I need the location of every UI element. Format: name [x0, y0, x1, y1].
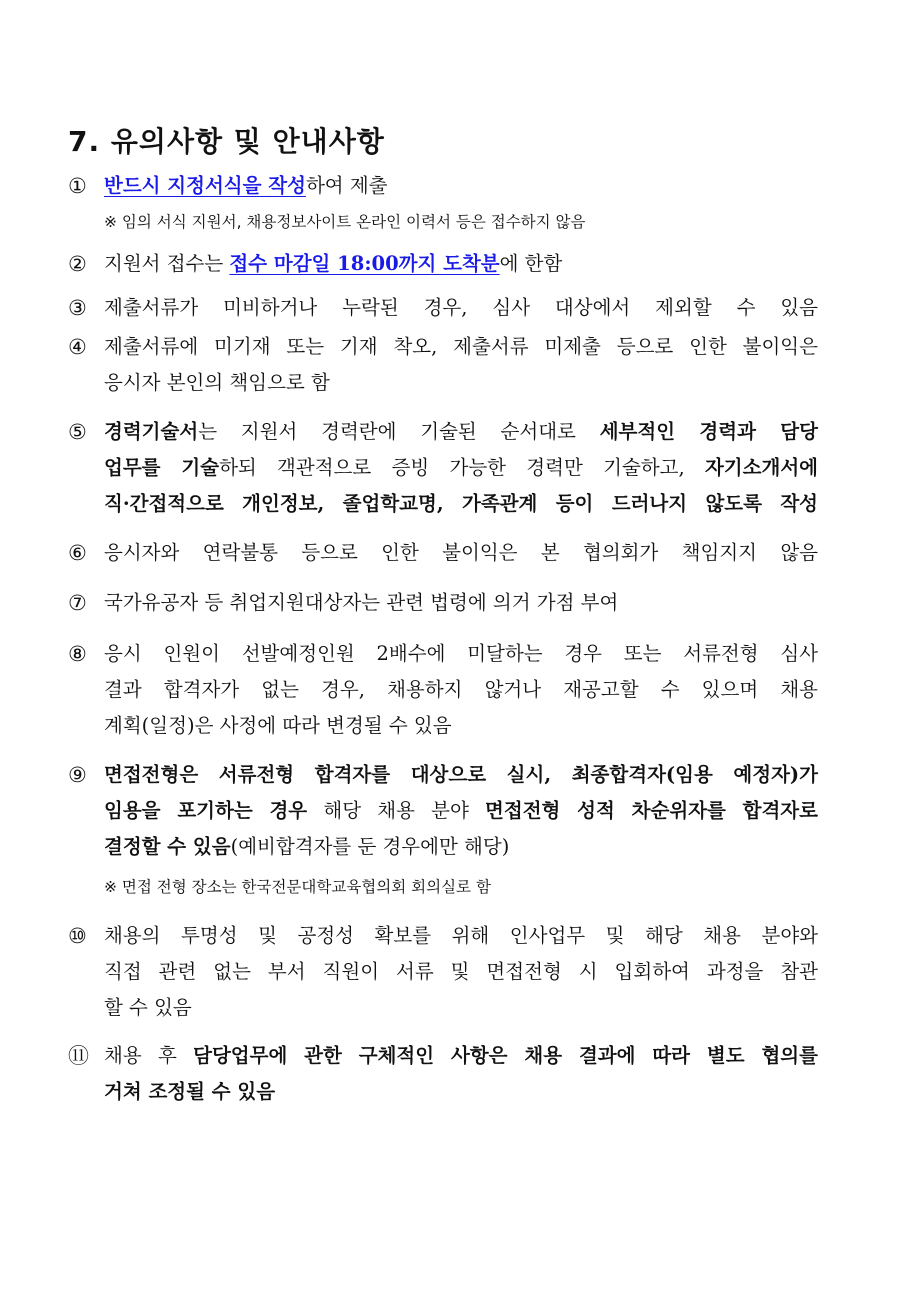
item-text: 응시 인원이 선발예정인원 2배수에 미달하는 경우 또는 서류전형 심사 [104, 642, 818, 665]
emphasis-link-text: 접수 마감일 18:00까지 도착분 [229, 252, 500, 275]
notice-item-9 [68, 757, 818, 865]
notice-item-5 [68, 414, 818, 522]
item-text: 해당 채용 분야 [307, 799, 486, 822]
item-number: ⑥ [68, 541, 87, 565]
item-note: ※ 면접 전형 장소는 한국전문대학교육협의회 회의실로 함 [104, 878, 491, 896]
item-text: 제출서류가 미비하거나 누락된 경우, 심사 대상에서 제외할 수 있음 [104, 296, 818, 319]
bold-text: 결정할 수 있음 [104, 835, 231, 858]
item-text: 하여 제출 [305, 174, 388, 197]
item-text: 응시자와 연락불통 등으로 인한 불이익은 본 협의회가 책임지지 않음 [104, 541, 818, 564]
item-text: 계획(일정)은 사정에 따라 변경될 수 있음 [104, 714, 452, 737]
bold-text: 면접전형 성적 차순위자를 합격자로 [485, 799, 818, 822]
notice-item-8 [68, 636, 818, 744]
notice-item-1 [68, 168, 818, 204]
notice-item-2 [68, 246, 818, 282]
bold-text: 거쳐 조정될 수 있음 [104, 1080, 276, 1103]
bold-text: 자기소개서에 [704, 456, 818, 479]
item-number: ③ [68, 296, 87, 320]
item-number: ⑩ [68, 924, 87, 948]
item-text: 응시자 본인의 책임으로 함 [104, 371, 330, 394]
bold-text: 업무를 기술 [104, 456, 220, 479]
item-text: 채용 후 [104, 1044, 194, 1067]
item-number: ⑨ [68, 763, 87, 787]
bold-text: 세부적인 경력과 담당 [599, 420, 818, 443]
item-text: 하되 객관적으로 증빙 가능한 경력만 기술하고, [219, 456, 705, 479]
item-number: ④ [68, 335, 87, 359]
bold-text: 직·간접적으로 개인정보, 졸업학교명, 가족관계 등이 드러나지 않도록 작성 [104, 492, 818, 515]
item-number: ⑪ [68, 1044, 89, 1068]
item-text: 할 수 있음 [104, 996, 192, 1019]
section-title: 7. 유의사항 및 안내사항 [68, 125, 385, 158]
item-text: 채용의 투명성 및 공정성 확보를 위해 인사업무 및 해당 채용 분야와 [104, 924, 818, 947]
notice-item-3 [68, 290, 818, 326]
item-text: 제출서류에 미기재 또는 기재 착오, 제출서류 미제출 등으로 인한 불이익은 [104, 335, 818, 358]
item-number: ⑧ [68, 642, 87, 666]
bold-text: 담당업무에 관한 구체적인 사항은 채용 결과에 따라 별도 협의를 [193, 1044, 818, 1067]
item-text: 국가유공자 등 취업지원대상자는 관련 법령에 의거 가점 부여 [104, 591, 619, 614]
item-text: 직접 관련 없는 부서 직원이 서류 및 면접전형 시 입회하여 과정을 참관 [104, 960, 818, 983]
item-text: 는 지원서 경력란에 기술된 순서대로 [198, 420, 600, 443]
item-number: ② [68, 252, 87, 276]
bold-text: 면접전형은 서류전형 합격자를 대상으로 실시, 최종합격자(임용 예정자)가 [104, 763, 818, 786]
emphasis-link-text: 반드시 지정서식을 작성 [104, 174, 306, 197]
notice-item-11 [68, 1038, 818, 1110]
item-text: 결과 합격자가 없는 경우, 채용하지 않거나 재공고할 수 있으며 채용 [104, 678, 818, 701]
item-text: 지원서 접수는 [104, 252, 230, 275]
notice-item-4 [68, 329, 818, 401]
item-text: (예비합격자를 둔 경우에만 해당) [230, 835, 510, 858]
bold-text: 경력기술서 [104, 420, 199, 443]
item-number: ① [68, 174, 87, 198]
item-number: ⑤ [68, 420, 87, 444]
notice-item-6 [68, 535, 818, 571]
bold-text: 임용을 포기하는 경우 [104, 799, 308, 822]
item-number: ⑦ [68, 591, 87, 615]
notice-item-7 [68, 585, 818, 621]
item-text: 에 한함 [499, 252, 563, 275]
notice-item-10 [68, 918, 818, 1026]
item-note: ※ 임의 서식 지원서, 채용정보사이트 온라인 이력서 등은 접수하지 않음 [104, 213, 586, 231]
